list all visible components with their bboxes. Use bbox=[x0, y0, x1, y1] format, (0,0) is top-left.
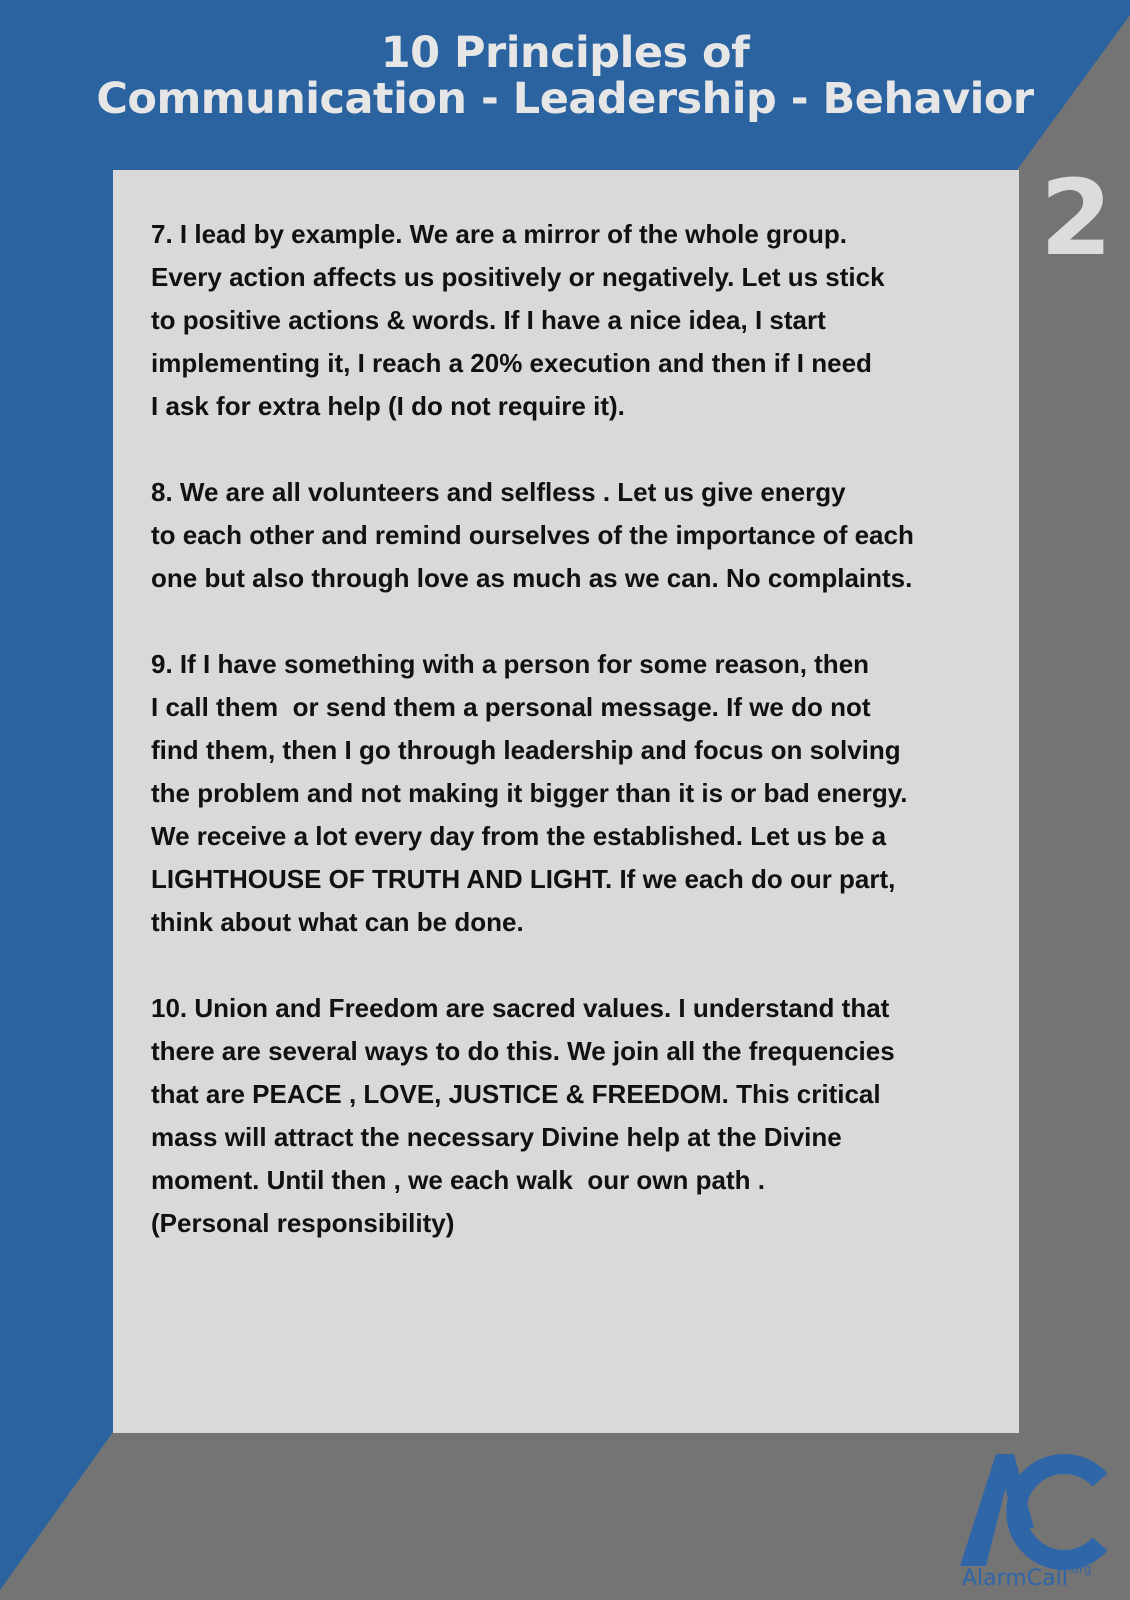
text-line: I call them or send them a personal message. If we do not bbox=[151, 692, 871, 722]
text-line: (Personal responsibility) bbox=[151, 1208, 455, 1238]
text-line: Every action affects us positively or negatively. Let us stick bbox=[151, 262, 885, 292]
text-line: We receive a lot every day from the established. Let us be a bbox=[151, 821, 887, 851]
text-line: that are PEACE , LOVE, JUSTICE & FREEDOM. This critical bbox=[151, 1079, 881, 1109]
text-line: there are several ways to do this. We join all the frequencies bbox=[151, 1036, 895, 1066]
text-line: think about what can be done. bbox=[151, 907, 524, 937]
text-line: find them, then I go through leadership and focus on solving bbox=[151, 735, 901, 765]
logo-suffix: .org bbox=[1067, 1562, 1092, 1576]
text-line: LIGHTHOUSE OF TRUTH AND LIGHT. If we each do our part, bbox=[151, 864, 896, 894]
text-line: I ask for extra help (I do not require it). bbox=[151, 391, 625, 421]
principle-7 bbox=[151, 213, 1011, 428]
logo-wordmark bbox=[962, 1562, 1092, 1591]
text-line: 10. Union and Freedom are sacred values. I understand that bbox=[151, 993, 890, 1023]
text-line: 8. We are all volunteers and selfless . Let us give energy bbox=[151, 477, 846, 507]
logo-name: AlarmCall bbox=[962, 1566, 1068, 1591]
text-line: to each other and remind ourselves of the importance of each bbox=[151, 520, 914, 550]
title-line-2: Communication - Leadership - Behavior bbox=[96, 74, 1034, 124]
page-title bbox=[0, 30, 1130, 122]
title-line-1: 10 Principles of bbox=[380, 28, 750, 78]
text-line: implementing it, I reach a 20% execution and then if I need bbox=[151, 348, 872, 378]
principles-list bbox=[151, 213, 1011, 1288]
text-line: to positive actions & words. If I have a nice idea, I start bbox=[151, 305, 826, 335]
alarmcall-ac-logo-icon bbox=[958, 1450, 1108, 1570]
text-line: one but also through love as much as we can. No complaints. bbox=[151, 563, 913, 593]
principle-9 bbox=[151, 643, 1011, 944]
text-line: moment. Until then , we each walk our own path . bbox=[151, 1165, 765, 1195]
text-line: 7. I lead by example. We are a mirror of the whole group. bbox=[151, 219, 847, 249]
principle-8 bbox=[151, 471, 1011, 600]
principle-10 bbox=[151, 987, 1011, 1245]
text-line: the problem and not making it bigger than it is or bad energy. bbox=[151, 778, 908, 808]
page-number: 2 bbox=[1040, 157, 1113, 279]
text-line: mass will attract the necessary Divine help at the Divine bbox=[151, 1122, 842, 1152]
text-line: 9. If I have something with a person for some reason, then bbox=[151, 649, 870, 679]
